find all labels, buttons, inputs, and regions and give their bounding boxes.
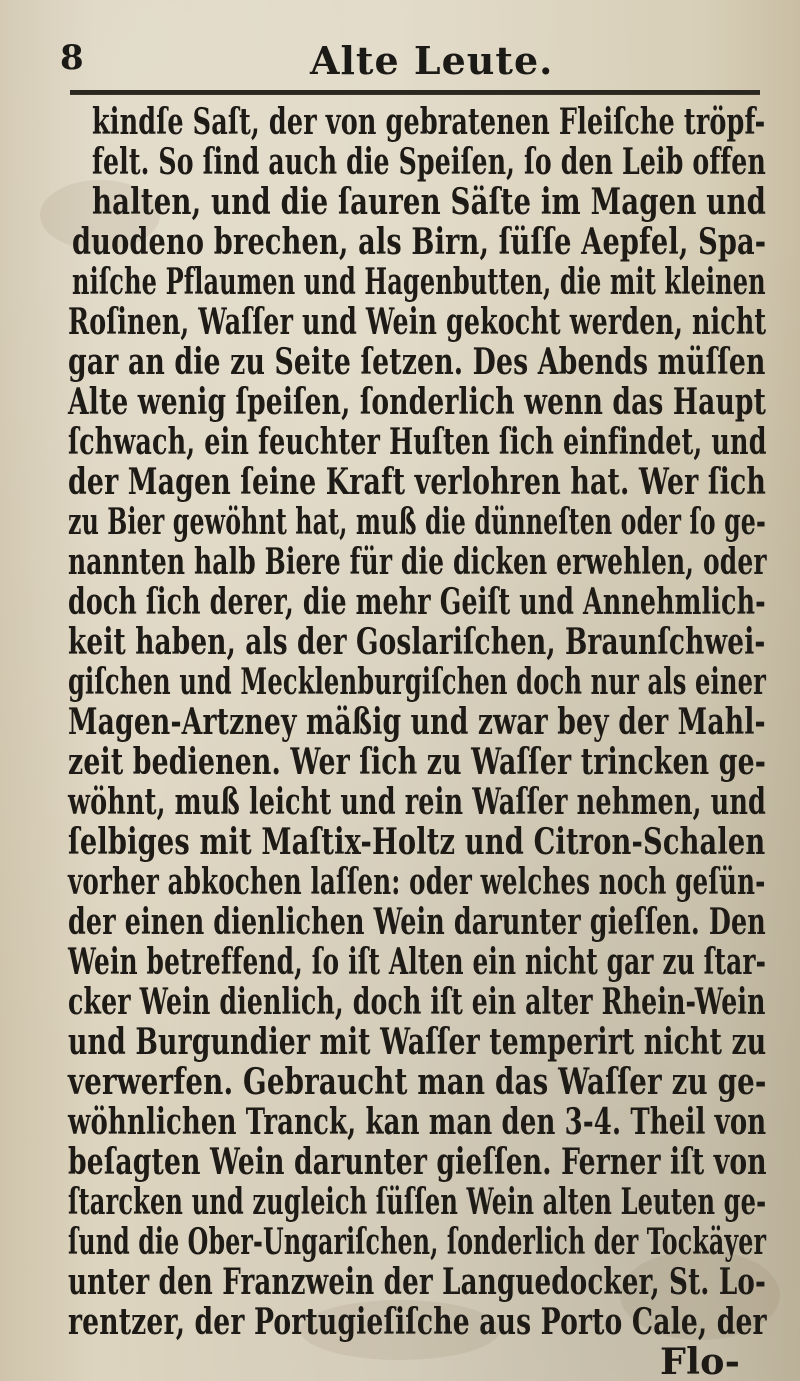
text-line: rentzer, der Portugieſiſche aus Porto Cale, der	[68, 1300, 767, 1343]
text-line: zeit bedienen. Wer ſich zu Waſſer trincken ge-	[68, 740, 766, 783]
text-line: ſtarcken und zugleich ſüſſen Wein alten Leuten ge-	[68, 1180, 767, 1223]
text-line: duodeno brechen, als Birn, ſüſſe Aepfel, Spa-	[72, 220, 767, 263]
text-line: giſchen und Mecklenburgiſchen doch nur als einer	[68, 660, 767, 703]
text-line: beſagten Wein darunter gieſſen. Ferner iſt von	[68, 1140, 767, 1183]
text-line: vorher abkochen laſſen: oder welches noch geſün-	[68, 860, 766, 903]
text-line: kindſe Saſt, der von gebratenen Fleiſche tröpf-	[92, 100, 766, 143]
text-line: der einen dienlichen Wein darunter gieſſen. Den	[68, 900, 766, 943]
text-line: unter den Franzwein der Languedocker, St. Lo-	[68, 1260, 766, 1303]
text-line: und Burgundier mit Waſſer temperirt nicht zu	[68, 1020, 767, 1063]
text-line: ſelbiges mit Maſtix-Holtz und Citron-Schalen	[68, 820, 766, 863]
text-line: felt. So ſind auch die Speiſen, ſo den Leib offen	[92, 140, 766, 183]
text-line: Magen-Artzney mäßig und zwar bey der Mahl-	[68, 700, 766, 743]
running-head: Alte Leute.	[310, 38, 554, 83]
page-header	[60, 38, 760, 88]
text-line: verwerfen. Gebraucht man das Waſſer zu ge-	[68, 1060, 767, 1103]
text-line: ſchwach, ein feuchter Huſten ſich einfindet, und	[68, 420, 767, 463]
text-line: wöhnlichen Tranck, kan man den 3-4. Theil von	[68, 1100, 767, 1143]
text-line: der Magen ſeine Kraft verlohren hat. Wer ſich	[68, 460, 766, 503]
text-line: Wein betreffend, ſo iſt Alten ein nicht gar zu ſtar-	[68, 940, 767, 983]
text-line: gar an die zu Seite ſetzen. Des Abends müſſen	[68, 340, 766, 383]
text-line: doch ſich derer, die mehr Geiſt und Annehmlich-	[68, 580, 766, 623]
text-line: niſche Pflaumen und Hagenbutten, die mit kleinen	[72, 260, 766, 303]
text-line: cker Wein dienlich, doch iſt ein alter Rhein-Wein	[68, 980, 766, 1023]
body-text	[0, 100, 800, 1381]
header-rule	[70, 90, 760, 95]
text-line: halten, und die ſauren Säſte im Magen und	[92, 180, 767, 223]
catchword: Flo-	[660, 1340, 741, 1381]
text-line: zu Bier gewöhnt hat, muß die dünneſten oder ſo ge-	[68, 500, 766, 543]
page-number: 8	[60, 38, 84, 78]
text-line: ſund die Ober-Ungariſchen, ſonderlich der Tockäyer	[68, 1220, 767, 1263]
text-line: Alte wenig ſpeiſen, ſonderlich wenn das Haupt	[68, 380, 766, 423]
text-line: keit haben, als der Goslariſchen, Braunſchwei-	[68, 620, 766, 663]
text-line: nannten halb Biere für die dicken erwehlen, oder	[68, 540, 767, 583]
text-line: Roſinen, Waſſer und Wein gekocht werden, nicht	[68, 300, 767, 343]
text-line: wöhnt, muß leicht und rein Waſſer nehmen, und	[68, 780, 767, 823]
